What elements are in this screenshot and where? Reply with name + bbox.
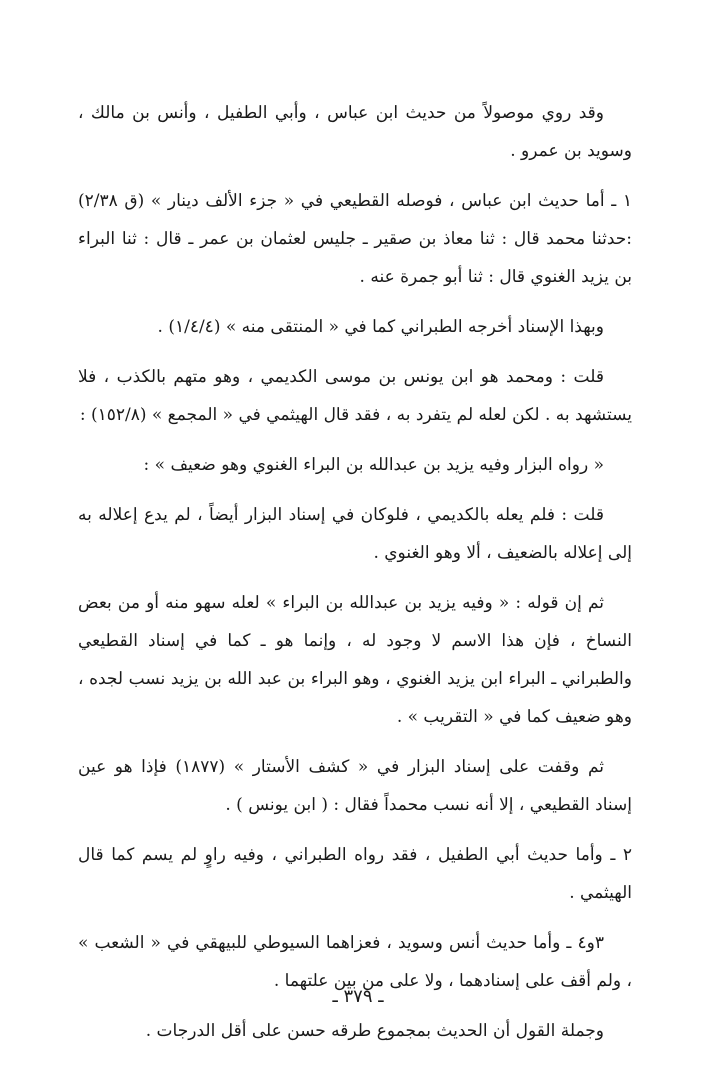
paragraph-ibn-abbas: ١ ـ أما حديث ابن عباس ، فوصله القطيعي في « جزء الألف دينار » (ق ٢/٣٨) :حدثنا محمد قال : ثنا معاذ بن صقير ـ جليس لعثمان بن عمر ـ قال : ثنا البراء بن يزيد الغنوي قال : ثنا أبو جمرة عنه . (78, 191, 632, 287)
paragraph-anas-suwayd: ٣و٤ ـ وأما حديث أنس وسويد ، فعزاهما السيوطي للبيهقي في « الشعب » ، ولم أقف على إسنادهما ، ولا على من بين علتهما . (78, 933, 632, 991)
paragraph-kashf-al-astar: ثم وقفت على إسناد البزار في « كشف الأستار » (١٨٧٧) فإذا هو عين إسناد القطيعي ، إلا أنه نسب محمداً فقال : ( ابن يونس ) . (78, 757, 632, 815)
paragraph-ghanawi: قلت : فلم يعله بالكديمي ، فلوكان في إسناد البزار أيضاً ، لم يدع إعلاله به إلى إعلاله بالضعيف ، ألا وهو الغنوي . (78, 505, 632, 563)
paragraph-quote-bazzar: « رواه البزار وفيه يزيد بن عبدالله بن البراء الغنوي وهو ضعيف » : (143, 455, 604, 475)
paragraph-tabarani: وبهذا الإسناد أخرجه الطبراني كما في « المنتقى منه » (١/٤/٤) . (157, 317, 604, 337)
paragraph-conclusion: وجملة القول أن الحديث بمجموع طرقه حسن على أقل الدرجات . (145, 1021, 604, 1041)
paragraph-scribe-error: ثم إن قوله : « وفيه يزيد بن عبدالله بن البراء » لعله سهو منه أو من بعض النساخ ، فإن هذا الاسم لا وجود له ، وإنما هو ـ كما في إسناد القطيعي والطبراني ـ البراء ابن يزيد الغنوي ، وهو البراء بن عبد الله بن يزيد نسب لجده ، وهو ضعيف كما في « التقريب » . (78, 593, 632, 727)
paragraph-abu-tufayl: ٢ ـ وأما حديث أبي الطفيل ، فقد رواه الطبراني ، وفيه راوٍ لم يسم كما قال الهيثمي . (78, 845, 632, 903)
paragraph-intro: وقد روي موصولاً من حديث ابن عباس ، وأبي الطفيل ، وأنس بن مالك ، وسويد بن عمرو . (78, 103, 632, 161)
paragraph-kudaymi: قلت : ومحمد هو ابن يونس بن موسى الكديمي ، وهو متهم بالكذب ، فلا يستشهد به . لكن لعله لم يتفرد به ، فقد قال الهيثمي في « المجمع » (١٥٢/٨) : (78, 367, 632, 425)
page-number: ـ ٣٧٩ ـ (332, 986, 384, 1007)
